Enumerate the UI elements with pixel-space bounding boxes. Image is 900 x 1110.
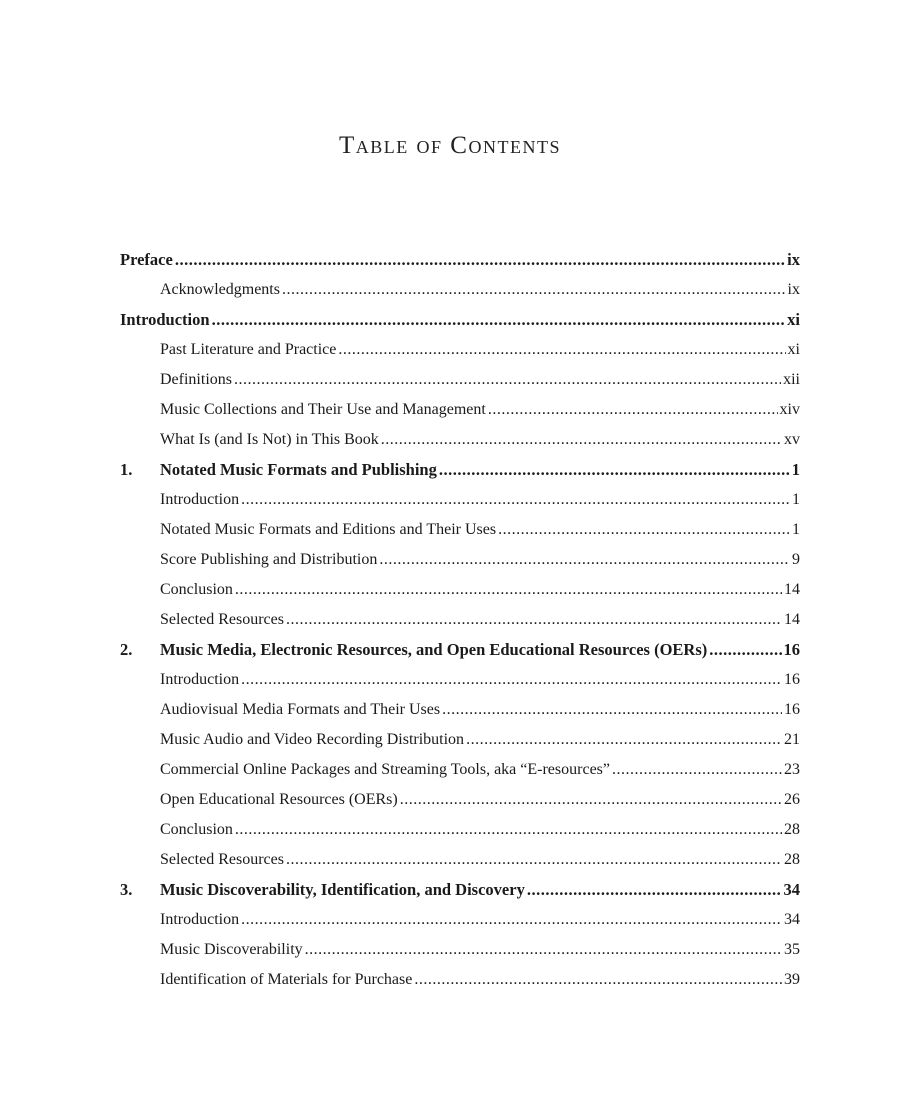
dot-leader [212,305,786,335]
toc-subentry[interactable] [120,605,800,635]
dot-leader [175,245,785,275]
dot-leader [442,695,782,725]
page-number: xiv [779,401,800,418]
dot-leader [235,815,782,845]
page-number: 34 [784,911,800,928]
toc-subentry[interactable] [120,665,800,695]
entry-label: Score Publishing and Distribution [160,551,378,568]
dot-leader [305,935,782,965]
page-number: 21 [784,731,800,748]
entry-label: Past Literature and Practice [160,341,337,358]
page-number: 9 [792,551,800,568]
toc-subentry[interactable] [120,935,800,965]
page-number: xii [783,371,800,388]
dot-leader [400,785,782,815]
toc-subentry[interactable] [120,575,800,605]
entry-label: Audiovisual Media Formats and Their Uses [160,701,441,718]
dot-leader [234,365,781,395]
toc-subentry[interactable] [120,425,800,455]
toc-subentry[interactable] [120,905,800,935]
entry-label: Acknowledgments [160,281,280,298]
entry-label: Music Discoverability, Identification, and Discovery [160,880,525,899]
toc-subentry[interactable] [120,815,800,845]
toc-subentry[interactable] [120,365,800,395]
page-number: 35 [784,941,800,958]
page-number: xv [784,431,800,448]
page-number: ix [787,250,800,269]
entry-label: Music Discoverability [160,941,303,958]
toc-subentry[interactable] [120,785,800,815]
entry-label: Introduction [120,310,210,329]
dot-leader [235,575,782,605]
page-number: 16 [783,640,800,659]
page-number: 14 [784,581,800,598]
toc-entry[interactable] [120,875,800,905]
page-number: 1 [792,491,800,508]
chapter-number: 1. [120,460,133,479]
toc-subentry[interactable] [120,335,800,365]
page-number: xi [787,310,800,329]
entry-label: Music Media, Electronic Resources, and Open Educational Resources (OERs) [160,640,708,659]
entry-label: Identification of Materials for Purchase [160,971,413,988]
toc-list [120,245,800,995]
dot-leader [414,965,782,995]
page-number: 1 [792,521,800,538]
dot-leader [381,425,782,455]
dot-leader [466,725,782,755]
entry-label: Definitions [160,371,232,388]
dot-leader [241,665,782,695]
dot-leader [709,635,781,665]
entry-label: Commercial Online Packages and Streaming Tools, aka “E-resources” [160,761,610,778]
entry-label: Music Audio and Video Recording Distribution [160,731,465,748]
page-number: ix [787,281,800,298]
entry-label: Selected Resources [160,851,284,868]
toc-subentry[interactable] [120,725,800,755]
toc-subentry[interactable] [120,485,800,515]
entry-label: What Is (and Is Not) in This Book [160,431,379,448]
page-number: 14 [784,611,800,628]
toc-subentry[interactable] [120,755,800,785]
toc-entry[interactable] [120,635,800,665]
entry-label: Selected Resources [160,611,284,628]
entry-label: Introduction [160,671,240,688]
toc-subentry[interactable] [120,395,800,425]
chapter-number: 3. [120,880,133,899]
page-number: 23 [784,761,800,778]
page-number: 28 [784,821,800,838]
toc-subentry[interactable] [120,695,800,725]
page-title: Table of Contents [339,132,561,159]
entry-label: Music Collections and Their Use and Management [160,401,486,418]
dot-leader [612,755,782,785]
entry-label: Notated Music Formats and Publishing [160,460,437,479]
dot-leader [439,455,790,485]
page-number: 34 [783,880,800,899]
entry-label: Conclusion [160,581,233,598]
page-number: 39 [784,971,800,988]
dot-leader [286,605,782,635]
chapter-number: 2. [120,640,133,659]
dot-leader [498,515,790,545]
entry-label: Introduction [160,491,240,508]
page-number: 16 [784,701,800,718]
entry-label: Conclusion [160,821,233,838]
toc-subentry[interactable] [120,845,800,875]
dot-leader [282,275,786,305]
entry-label: Preface [120,250,173,269]
dot-leader [338,335,785,365]
page-number: 28 [784,851,800,868]
toc-subentry[interactable] [120,275,800,305]
toc-entry[interactable] [120,245,800,275]
page-number: xi [787,341,800,358]
dot-leader [488,395,778,425]
dot-leader [241,905,782,935]
dot-leader [241,485,790,515]
page-number: 26 [784,791,800,808]
toc-subentry[interactable] [120,545,800,575]
entry-label: Notated Music Formats and Editions and Their Uses [160,521,497,538]
page-number: 1 [791,460,800,479]
dot-leader [379,545,790,575]
dot-leader [286,845,782,875]
toc-subentry[interactable] [120,515,800,545]
toc-entry[interactable] [120,455,800,485]
toc-subentry[interactable] [120,965,800,995]
entry-label: Open Educational Resources (OERs) [160,791,398,808]
page-number: 16 [784,671,800,688]
entry-label: Introduction [160,911,240,928]
toc-entry[interactable] [120,305,800,335]
dot-leader [527,875,782,905]
